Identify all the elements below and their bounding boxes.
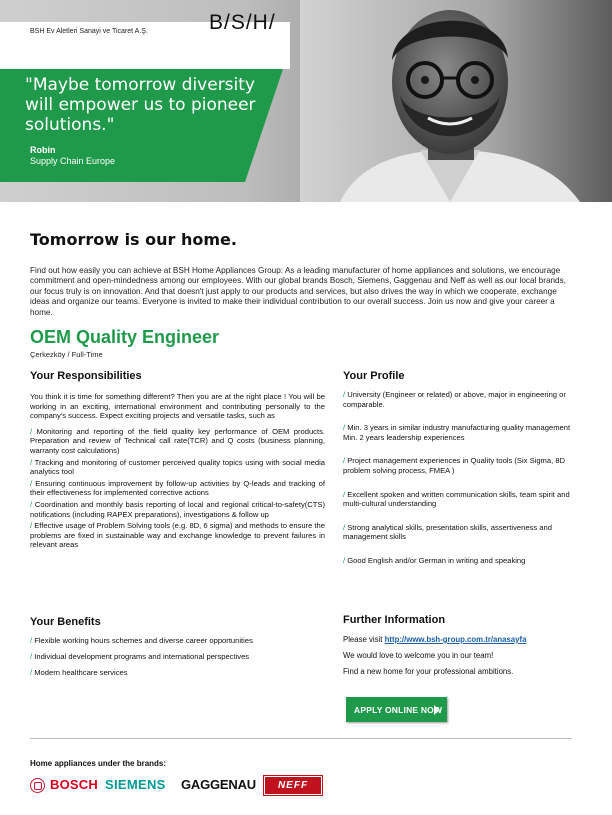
welcome-text: We would love to welcome you in our team!: [343, 651, 494, 660]
list-item: / Flexible working hours schemes and diverse career opportunities: [30, 636, 253, 645]
hero-quote: "Maybe tomorrow diversity will empower us to pioneer solutions.": [25, 75, 256, 135]
responsibilities-intro: You think it is time for something different? Then you are at the right place ! You will be working in an exciting, international environment and contributing personally to the company's success. Expect exciting projects and versatile tasks, such as: [30, 392, 325, 421]
list-item: / Good English and/or German in writing and speaking: [343, 555, 526, 565]
list-item: / Coordination and monthly basis reporting of local and regional critical-to-safety(CTS) notifications (including RAPEX preparations), investigations & follow up: [30, 499, 325, 519]
list-item: / Strong analytical skills, presentation skills, assertiveness and management skills: [343, 522, 552, 542]
apply-online-button[interactable]: [346, 697, 447, 722]
profile-section: [343, 370, 573, 580]
list-item: / Individual development programs and international perspectives: [30, 652, 250, 661]
visit-line: Please visit http://www.bsh-group.com.tr/anasayfa: [343, 635, 527, 644]
page-headline: Tomorrow is our home.: [30, 230, 237, 249]
portrait-photo: [300, 0, 612, 202]
list-item: / University (Engineer or related) or above, major in engineering or comparable.: [343, 390, 566, 409]
job-title: OEM Quality Engineer: [30, 327, 220, 347]
list-item: / Project management experiences in Quality tools (Six Sigma, 8D problem solving process, FMEA ): [343, 456, 566, 475]
list-item: / Effective usage of Problem Solving tools (e.g. 8D, 6 sigma) and methods to ensure the problems are fixed in sustainable way and exchange knowledge to prevent failures in relevant areas: [30, 521, 325, 550]
benefits-heading: Your Benefits: [30, 616, 101, 628]
apply-button-label: APPLY ONLINE NOW: [354, 704, 443, 715]
intro-text: Find out how easily you can achieve at BSH Home Appliances Group: As a leading manufacturer of home appliances and solutions, we encourage commitment and open-mindedness among our employees. With our global brands Bosch, Siemens, Gaggenau and Neff as well as our local brands, our focus truly is on innovation. And that doesn't just apply to our products and services, but also drives the way in which we cooperate, exchange ideas and organize our teams. Everyone is invited to make their individual contribution to our overall success. Join us now and give your career a home.: [30, 266, 566, 317]
list-item: / Excellent spoken and written communication skills, team spirit and multi-cultural understanding: [343, 489, 570, 509]
quote-author-name: Robin: [30, 145, 56, 155]
brand-logo-neff: NEFF: [264, 776, 322, 795]
list-item: / Ensuring continuous improvement by follow-up activities by Q-leads and tracking of their effectiveness for implemented corrective actions: [30, 478, 325, 498]
list-item: / Min. 3 years in similar industry manufacturing quality management Min. 2 years leadership experiences: [343, 423, 571, 442]
company-name: BSH Ev Aletleri Sanayi ve Ticaret A.Ş.: [30, 28, 148, 35]
bsh-logo: B/S/H/: [209, 11, 276, 34]
hero-banner: [0, 0, 612, 202]
responsibilities-heading: Your Responsibilities: [30, 370, 142, 382]
job-location: Çerkezköy / Full-Time: [30, 350, 103, 359]
further-info: [343, 635, 583, 683]
further-info-heading: Further Information: [343, 614, 446, 626]
list-item: / Tracking and monitoring of customer perceived quality topics using with social media analytics tool: [30, 457, 325, 477]
brand-logo-gaggenau: GAGGENAU: [181, 777, 256, 792]
list-item: / Modern healthcare services: [30, 668, 128, 677]
responsibilities-section: [30, 370, 325, 552]
brands-heading: Home appliances under the brands:: [30, 759, 167, 768]
benefits-list: [30, 636, 260, 684]
divider: [30, 738, 572, 739]
company-website-link[interactable]: http://www.bsh-group.com.tr/anasayfa: [384, 635, 527, 644]
profile-heading: Your Profile: [343, 370, 405, 382]
arrow-right-icon: [434, 705, 440, 715]
home-text: Find a new home for your professional ambitions.: [343, 667, 514, 676]
list-item: / Monitoring and reporting of the field quality key performance of OEM products. Preparation and review of Technical call rate(TCR) and Q costs (business planning, warranty cost calculations): [30, 426, 325, 455]
bosch-icon: [30, 778, 45, 793]
brand-logo-siemens: SIEMENS: [105, 777, 166, 792]
brand-logo-bosch: BOSCH: [50, 777, 98, 792]
quote-author-role: Supply Chain Europe: [30, 156, 116, 166]
